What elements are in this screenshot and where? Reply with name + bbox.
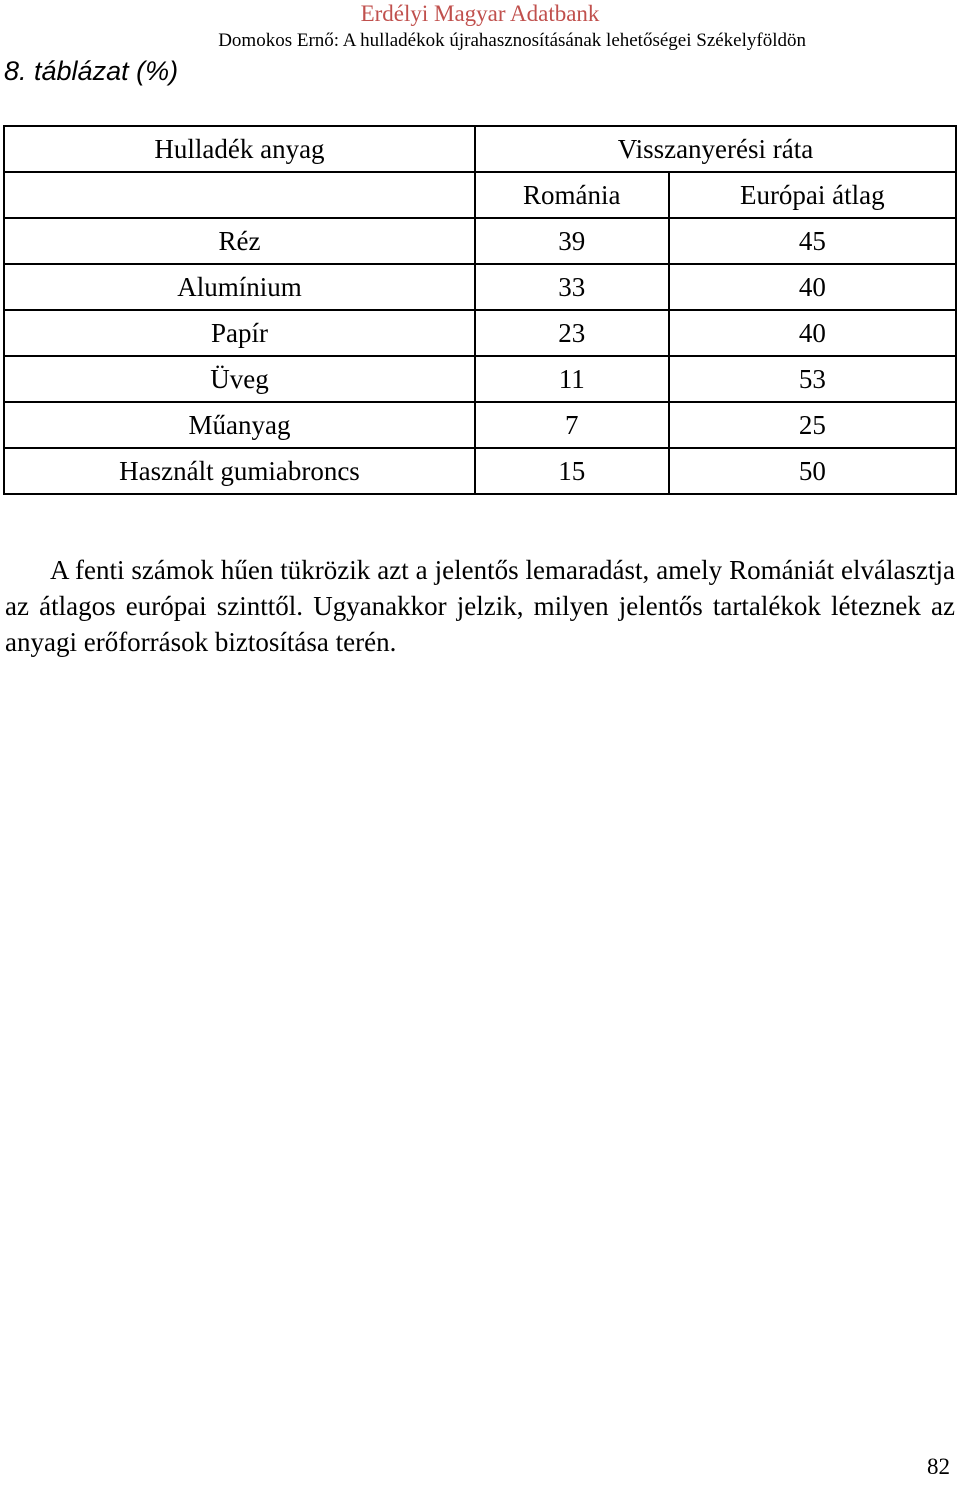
table-row [4,218,956,264]
cell-europe: 50 [669,448,956,494]
cell-europe: 45 [669,218,956,264]
table-row [4,448,956,494]
cell-romania: 15 [475,448,669,494]
cell-romania: 39 [475,218,669,264]
cell-romania: 23 [475,310,669,356]
header-recovery-rate: Visszanyerési ráta [475,126,956,172]
subheader-empty [4,172,475,218]
page-number: 82 [927,1454,950,1479]
cell-material: Réz [4,218,475,264]
table-row [4,356,956,402]
table-caption: 8. táblázat (%) [4,56,179,86]
cell-europe: 40 [669,310,956,356]
cell-romania: 33 [475,264,669,310]
paragraph-text: A fenti számok hűen tükrözik azt a jelentős lemaradást, amely Romániát elválasztja az átlagos európai szinttől. Ugyanakkor jelzik, milyen jelentős tartalékok léteznek az anyagi erőforrások biztosítása terén. [5,555,955,657]
site-title: Erdélyi Magyar Adatbank [360,1,600,26]
cell-material: Használt gumiabroncs [4,448,475,494]
cell-romania: 11 [475,356,669,402]
cell-material: Üveg [4,356,475,402]
header-material: Hulladék anyag [4,126,475,172]
site-header [0,0,960,28]
table-subheader-row [4,172,956,218]
recovery-rate-table [3,125,957,495]
cell-romania: 7 [475,402,669,448]
cell-europe: 53 [669,356,956,402]
cell-material: Papír [4,310,475,356]
document-subtitle: Domokos Ernő: A hulladékok újrahasznosításának lehetőségei Székelyföldön [218,30,806,51]
cell-europe: 40 [669,264,956,310]
body-paragraph [5,552,955,660]
table-row [4,402,956,448]
cell-material: Alumínium [4,264,475,310]
subheader-romania: Románia [475,172,669,218]
cell-material: Műanyag [4,402,475,448]
subheader-europe: Európai átlag [669,172,956,218]
cell-europe: 25 [669,402,956,448]
table-row [4,264,956,310]
table-row [4,310,956,356]
table-header-row [4,126,956,172]
